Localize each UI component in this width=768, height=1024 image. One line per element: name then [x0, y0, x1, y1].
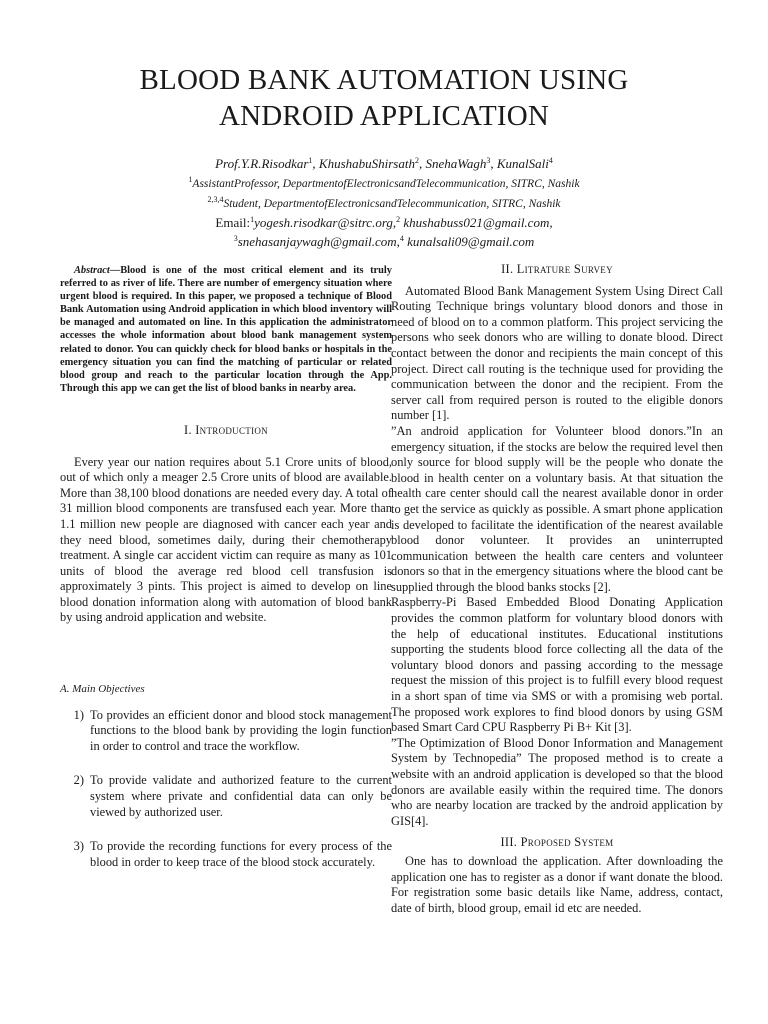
objective-text: To provides an efficient donor and blood stock management functions to the blood bank by providing the login function in order to control and trace the workflow. [90, 707, 392, 753]
literature-paragraph-3: Raspberry-Pi Based Embedded Blood Donating Application provides the common platform for voluntary blood donors with the help of educational institutes. Educational institutions supporting the students blood force collecting all the data of the voluntary blood donors and passing according to the message request the mission of this project is to fulfill every blood request in a short span of time via SMS or with a promising web portal. The proposed work explores to find blood donors by using GSM based Smart Card CPU Raspberry Pi B+ Kit [3]. [391, 595, 723, 735]
objective-item [60, 773, 392, 820]
email-1: yogesh.risodkar@sitrc.org, [254, 215, 397, 230]
literature-heading-num: II. [501, 262, 514, 276]
affiliation-1 [0, 172, 768, 192]
author-name-1: Prof.Y.R.Risodkar [215, 156, 309, 171]
intro-paragraph: Every year our nation requires about 5.1 Crore units of blood, out of which only a meager 2.5 Crore units of blood are available. More than 38,100 blood donations are needed every day. A total of 31 million blood components are transfused each year. More than 1.1 million new people are diagnosed with cancer each year and they need blood, sometimes daily, during their chemotherapy treatment. A single car accident victim can require as many as 101 units of blood the average red blood cell transfusion is approximately 3 pints. This project is aimed to develop on line blood donation information along with automation of blood bank by using android application and website. [60, 454, 392, 625]
abstract [60, 264, 392, 395]
author-name-2: , KhushabuShirsath [312, 156, 415, 171]
objective-text: To provide the recording functions for every process of the blood in order to keep trace of the blood stock accurately. [90, 839, 392, 869]
email-4: kunalsali09@gmail.com [403, 234, 535, 249]
literature-heading-text: Litrature Survey [516, 262, 613, 276]
abstract-dash: — [109, 265, 121, 276]
email-2: khushabuss021@gmail.com, [400, 215, 553, 230]
affiliation-1-text: AssistantProfessor, DepartmentofElectronicsandTelecommunication, SITRC, Nashik [192, 178, 580, 190]
affiliation-2 [0, 192, 768, 212]
affiliation-1-sup: 1 [188, 175, 193, 184]
paper-title [0, 62, 768, 134]
author-sup-4: 4 [548, 156, 553, 165]
proposed-heading-text: Proposed System [520, 835, 614, 850]
intro-heading-num: I. [184, 422, 192, 437]
intro-heading [60, 423, 392, 439]
left-column [60, 264, 392, 889]
email-line-1 [0, 212, 768, 231]
objectives-list [60, 708, 392, 871]
email-line-2 [0, 231, 768, 250]
intro-heading-text: Introduction [195, 422, 268, 437]
abstract-label: Abstract [74, 265, 110, 276]
objectives-heading: A. Main Objectives [60, 683, 145, 696]
proposed-heading [391, 835, 723, 851]
email-sup-4: 4 [399, 234, 404, 243]
proposed-paragraph: One has to download the application. After downloading the application one has to register as a donor if want donate the blood. For registration some basic details like Name, address, contact, date of birth, blood group, email id etc are needed. [391, 853, 723, 915]
author-name-4: , KunalSali [490, 156, 549, 171]
title-line-2: ANDROID APPLICATION [218, 100, 550, 132]
author-name-3: , SnehaWagh [418, 156, 487, 171]
objective-item [60, 708, 392, 755]
objective-num: 1) [73, 707, 84, 722]
affiliation-2-sup: 2,3,4 [207, 195, 224, 204]
email-sup-1: 1 [250, 215, 255, 224]
literature-paragraph-2: ”An android application for Volunteer blood donors.”In an emergency situation, if the stocks are below the required level then only source for blood supply will be the people who donate the blood in health center on a voluntary basis. At that situation the health care center should call the nearest available donor in order to get the service as quickly as possible. A smart phone application is developed to facilitate the identification of the nearest available blood donor volunteer. It provides an uninterrupted communication between the health care centers and volunteer donors so that in the emergency situations where the blood cant be supplied through the blood banks stocks [2]. [391, 423, 723, 594]
affiliation-2-text: Student, DepartmentofElectronicsandTelecommunication, SITRC, Nashik [223, 198, 561, 210]
email-sup-2: 2 [396, 215, 401, 224]
author-sup-2: 2 [414, 156, 419, 165]
literature-paragraph-4: ”The Optimization of Blood Donor Information and Management System by Technopedia” The proposed method is to create a website with an android application is developed so that the blood donors are available easily within the required time. The donors who are nearby location are tracked by the android application by GIS[4]. [391, 735, 723, 828]
author-line [0, 152, 768, 172]
objective-text: To provide validate and authorized feature to the current system where private and confidential data can only be viewed by authorized user. [90, 773, 392, 819]
objective-item [60, 839, 392, 870]
email-3: snehasanjaywagh@gmail.com, [237, 234, 400, 249]
literature-paragraph-1: Automated Blood Bank Management System Using Direct Call Routing Technique brings voluntary blood donors and those in need of blood on to a common platform. This project servicing the persons who seek donors who are willing to donate blood. Direct contact between the donor and recipients the main concept of this project. Direct call routing is the technique used for providing the communication between the donor and the recipient. From the server call from required person is routed to the eligible donors number [1]. [391, 283, 723, 423]
author-block [0, 152, 768, 250]
objective-num: 3) [73, 839, 84, 854]
abstract-text: Blood is one of the most critical element and its truly referred to as river of life. There are number of emergency situation where urgent blood is required. In this paper, we proposed a technique of Blood Bank Automation using Android application in which blood inventory will be managed and automated on line. In this application the administrator accesses the whole information about blood bank management system related to donor. You can quickly check for blood banks or hospitals in the emergency situation you can find the matching of particular or related blood group and reach to the particular location through the App. Through this app we can get the list of blood banks in nearby area. [60, 265, 392, 394]
title-line-1: BLOOD BANK AUTOMATION USING [139, 64, 629, 96]
email-sup-3: 3 [233, 234, 238, 243]
author-sup-1: 1 [308, 156, 313, 165]
email-label: Email: [215, 215, 251, 230]
right-column [391, 262, 723, 916]
literature-heading [391, 262, 723, 278]
proposed-heading-num: III. [500, 835, 518, 850]
objective-num: 2) [73, 773, 84, 788]
author-sup-3: 3 [486, 156, 491, 165]
